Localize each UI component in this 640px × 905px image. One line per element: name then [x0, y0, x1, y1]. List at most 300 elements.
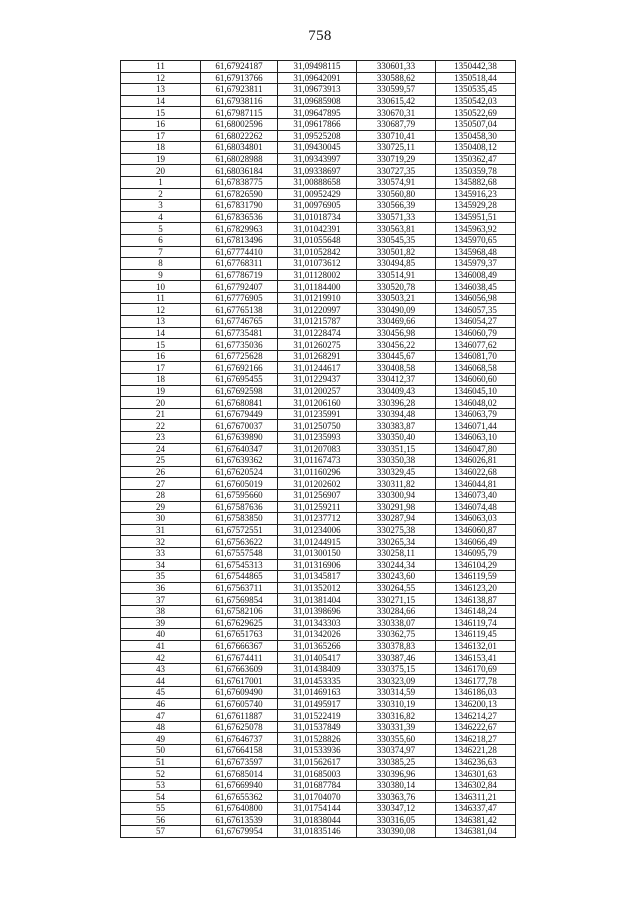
y-coordinate-cell: 1350535,45 — [436, 84, 516, 96]
point-number-cell: 27 — [121, 478, 201, 490]
longitude-cell: 31,01835146 — [278, 826, 357, 838]
latitude-cell: 61,67640800 — [201, 803, 278, 815]
x-coordinate-cell: 330563,81 — [357, 223, 436, 235]
latitude-cell: 61,67664158 — [201, 745, 278, 757]
y-coordinate-cell: 1346153,41 — [436, 652, 516, 664]
point-number-cell: 6 — [121, 234, 201, 246]
longitude-cell: 31,00976905 — [278, 200, 357, 212]
x-coordinate-cell: 330396,28 — [357, 397, 436, 409]
longitude-cell: 31,09617866 — [278, 118, 357, 130]
point-number-cell: 7 — [121, 246, 201, 258]
y-coordinate-cell: 1346138,87 — [436, 594, 516, 606]
latitude-cell: 61,67673597 — [201, 756, 278, 768]
point-number-cell: 52 — [121, 768, 201, 780]
longitude-cell: 31,01754144 — [278, 803, 357, 815]
x-coordinate-cell: 330243,60 — [357, 571, 436, 583]
y-coordinate-cell: 1346381,42 — [436, 814, 516, 826]
longitude-cell: 31,01345817 — [278, 571, 357, 583]
x-coordinate-cell: 330378,83 — [357, 640, 436, 652]
longitude-cell: 31,01128002 — [278, 269, 357, 281]
y-coordinate-cell: 1346218,27 — [436, 733, 516, 745]
y-coordinate-cell: 1346026,81 — [436, 455, 516, 467]
longitude-cell: 31,01453335 — [278, 675, 357, 687]
latitude-cell: 61,67826590 — [201, 188, 278, 200]
table-row — [121, 663, 516, 675]
table-row — [121, 594, 516, 606]
point-number-cell: 16 — [121, 118, 201, 130]
longitude-cell: 31,01687784 — [278, 779, 357, 791]
point-number-cell: 31 — [121, 524, 201, 536]
y-coordinate-cell: 1350408,12 — [436, 142, 516, 154]
y-coordinate-cell: 1346044,81 — [436, 478, 516, 490]
y-coordinate-cell: 1346056,98 — [436, 292, 516, 304]
longitude-cell: 31,01533936 — [278, 745, 357, 757]
longitude-cell: 31,09343997 — [278, 153, 357, 165]
latitude-cell: 61,67776905 — [201, 292, 278, 304]
point-number-cell: 1 — [121, 176, 201, 188]
y-coordinate-cell: 1350542,03 — [436, 95, 516, 107]
point-number-cell: 14 — [121, 95, 201, 107]
table-row — [121, 629, 516, 641]
y-coordinate-cell: 1346222,67 — [436, 721, 516, 733]
latitude-cell: 61,67669940 — [201, 779, 278, 791]
point-number-cell: 18 — [121, 374, 201, 386]
y-coordinate-cell: 1345951,51 — [436, 211, 516, 223]
y-coordinate-cell: 1346221,28 — [436, 745, 516, 757]
y-coordinate-cell: 1346214,27 — [436, 710, 516, 722]
point-number-cell: 39 — [121, 617, 201, 629]
latitude-cell: 61,67583850 — [201, 513, 278, 525]
y-coordinate-cell: 1346132,01 — [436, 640, 516, 652]
latitude-cell: 61,67692166 — [201, 362, 278, 374]
point-number-cell: 36 — [121, 582, 201, 594]
y-coordinate-cell: 1345916,23 — [436, 188, 516, 200]
y-coordinate-cell: 1346119,59 — [436, 571, 516, 583]
longitude-cell: 31,01215787 — [278, 316, 357, 328]
latitude-cell: 61,67679954 — [201, 826, 278, 838]
point-number-cell: 20 — [121, 165, 201, 177]
y-coordinate-cell: 1346236,63 — [436, 756, 516, 768]
latitude-cell: 61,67646737 — [201, 733, 278, 745]
x-coordinate-cell: 330316,82 — [357, 710, 436, 722]
y-coordinate-cell: 1346200,13 — [436, 698, 516, 710]
longitude-cell: 31,09642091 — [278, 72, 357, 84]
point-number-cell: 32 — [121, 536, 201, 548]
point-number-cell: 8 — [121, 258, 201, 270]
table-row — [121, 582, 516, 594]
longitude-cell: 31,01219910 — [278, 292, 357, 304]
x-coordinate-cell: 330710,41 — [357, 130, 436, 142]
point-number-cell: 13 — [121, 316, 201, 328]
x-coordinate-cell: 330408,58 — [357, 362, 436, 374]
y-coordinate-cell: 1346057,35 — [436, 304, 516, 316]
x-coordinate-cell: 330331,39 — [357, 721, 436, 733]
x-coordinate-cell: 330387,46 — [357, 652, 436, 664]
longitude-cell: 31,09430045 — [278, 142, 357, 154]
point-number-cell: 44 — [121, 675, 201, 687]
x-coordinate-cell: 330494,85 — [357, 258, 436, 270]
x-coordinate-cell: 330396,96 — [357, 768, 436, 780]
table-row — [121, 362, 516, 374]
longitude-cell: 31,01704070 — [278, 791, 357, 803]
x-coordinate-cell: 330300,94 — [357, 489, 436, 501]
point-number-cell: 43 — [121, 663, 201, 675]
latitude-cell: 61,67663609 — [201, 663, 278, 675]
table-row — [121, 443, 516, 455]
point-number-cell: 42 — [121, 652, 201, 664]
latitude-cell: 61,67735481 — [201, 327, 278, 339]
x-coordinate-cell: 330490,09 — [357, 304, 436, 316]
latitude-cell: 61,67692598 — [201, 385, 278, 397]
y-coordinate-cell: 1346063,10 — [436, 432, 516, 444]
y-coordinate-cell: 1346063,03 — [436, 513, 516, 525]
point-number-cell: 16 — [121, 350, 201, 362]
latitude-cell: 61,67938116 — [201, 95, 278, 107]
table-row — [121, 489, 516, 501]
x-coordinate-cell: 330599,57 — [357, 84, 436, 96]
latitude-cell: 61,67582106 — [201, 605, 278, 617]
x-coordinate-cell: 330244,34 — [357, 559, 436, 571]
x-coordinate-cell: 330545,35 — [357, 234, 436, 246]
latitude-cell: 61,67544865 — [201, 571, 278, 583]
point-number-cell: 3 — [121, 200, 201, 212]
latitude-cell: 61,67836536 — [201, 211, 278, 223]
table-row — [121, 455, 516, 467]
latitude-cell: 61,67625078 — [201, 721, 278, 733]
y-coordinate-cell: 1346123,20 — [436, 582, 516, 594]
latitude-cell: 61,67563711 — [201, 582, 278, 594]
y-coordinate-cell: 1350362,47 — [436, 153, 516, 165]
latitude-cell: 61,67609490 — [201, 687, 278, 699]
latitude-cell: 61,67685014 — [201, 768, 278, 780]
y-coordinate-cell: 1346060,87 — [436, 524, 516, 536]
table-row — [121, 246, 516, 258]
x-coordinate-cell: 330725,11 — [357, 142, 436, 154]
point-number-cell: 48 — [121, 721, 201, 733]
table-row — [121, 374, 516, 386]
y-coordinate-cell: 1346060,60 — [436, 374, 516, 386]
longitude-cell: 31,01260275 — [278, 339, 357, 351]
point-number-cell: 50 — [121, 745, 201, 757]
latitude-cell: 61,68022262 — [201, 130, 278, 142]
x-coordinate-cell: 330264,55 — [357, 582, 436, 594]
latitude-cell: 61,67595660 — [201, 489, 278, 501]
longitude-cell: 31,01405417 — [278, 652, 357, 664]
table-row — [121, 408, 516, 420]
longitude-cell: 31,01838044 — [278, 814, 357, 826]
latitude-cell: 61,67680841 — [201, 397, 278, 409]
latitude-cell: 61,67563622 — [201, 536, 278, 548]
table-row — [121, 768, 516, 780]
point-number-cell: 12 — [121, 72, 201, 84]
table-row — [121, 107, 516, 119]
point-number-cell: 9 — [121, 269, 201, 281]
x-coordinate-cell: 330574,91 — [357, 176, 436, 188]
x-coordinate-cell: 330601,33 — [357, 61, 436, 73]
table-row — [121, 733, 516, 745]
x-coordinate-cell: 330310,19 — [357, 698, 436, 710]
longitude-cell: 31,01206160 — [278, 397, 357, 409]
y-coordinate-cell: 1345970,65 — [436, 234, 516, 246]
latitude-cell: 61,67838775 — [201, 176, 278, 188]
latitude-cell: 61,67605019 — [201, 478, 278, 490]
longitude-cell: 31,01300150 — [278, 547, 357, 559]
y-coordinate-cell: 1346054,27 — [436, 316, 516, 328]
latitude-cell: 61,67924187 — [201, 61, 278, 73]
y-coordinate-cell: 1346095,79 — [436, 547, 516, 559]
latitude-cell: 61,67629625 — [201, 617, 278, 629]
y-coordinate-cell: 1346302,84 — [436, 779, 516, 791]
point-number-cell: 19 — [121, 385, 201, 397]
table-row — [121, 223, 516, 235]
latitude-cell: 61,67572551 — [201, 524, 278, 536]
table-row — [121, 687, 516, 699]
point-number-cell: 5 — [121, 223, 201, 235]
longitude-cell: 31,01250750 — [278, 420, 357, 432]
table-row — [121, 710, 516, 722]
page-number: 758 — [308, 28, 332, 44]
point-number-cell: 26 — [121, 466, 201, 478]
latitude-cell: 61,67640347 — [201, 443, 278, 455]
table-row — [121, 791, 516, 803]
y-coordinate-cell: 1345979,37 — [436, 258, 516, 270]
table-row — [121, 420, 516, 432]
point-number-cell: 23 — [121, 432, 201, 444]
x-coordinate-cell: 330314,59 — [357, 687, 436, 699]
x-coordinate-cell: 330383,87 — [357, 420, 436, 432]
latitude-cell: 61,67557548 — [201, 547, 278, 559]
x-coordinate-cell: 330351,15 — [357, 443, 436, 455]
longitude-cell: 31,01342026 — [278, 629, 357, 641]
latitude-cell: 61,67725628 — [201, 350, 278, 362]
point-number-cell: 22 — [121, 420, 201, 432]
table-row — [121, 95, 516, 107]
x-coordinate-cell: 330571,33 — [357, 211, 436, 223]
longitude-cell: 31,09685908 — [278, 95, 357, 107]
point-number-cell: 56 — [121, 814, 201, 826]
y-coordinate-cell: 1346301,63 — [436, 768, 516, 780]
point-number-cell: 34 — [121, 559, 201, 571]
longitude-cell: 31,01207083 — [278, 443, 357, 455]
table-row — [121, 327, 516, 339]
point-number-cell: 12 — [121, 304, 201, 316]
point-number-cell: 13 — [121, 84, 201, 96]
point-number-cell: 49 — [121, 733, 201, 745]
longitude-cell: 31,01200257 — [278, 385, 357, 397]
table-row — [121, 176, 516, 188]
longitude-cell: 31,01365266 — [278, 640, 357, 652]
x-coordinate-cell: 330380,14 — [357, 779, 436, 791]
longitude-cell: 31,01244617 — [278, 362, 357, 374]
x-coordinate-cell: 330329,45 — [357, 466, 436, 478]
table-row — [121, 339, 516, 351]
table-row — [121, 165, 516, 177]
longitude-cell: 31,09338697 — [278, 165, 357, 177]
coordinates-table-body — [121, 61, 516, 838]
x-coordinate-cell: 330456,22 — [357, 339, 436, 351]
y-coordinate-cell: 1346148,24 — [436, 605, 516, 617]
longitude-cell: 31,01259211 — [278, 501, 357, 513]
point-number-cell: 2 — [121, 188, 201, 200]
y-coordinate-cell: 1345963,92 — [436, 223, 516, 235]
longitude-cell: 31,01202602 — [278, 478, 357, 490]
latitude-cell: 61,68034801 — [201, 142, 278, 154]
latitude-cell: 61,67768311 — [201, 258, 278, 270]
x-coordinate-cell: 330287,94 — [357, 513, 436, 525]
table-row — [121, 200, 516, 212]
y-coordinate-cell: 1346077,62 — [436, 339, 516, 351]
point-number-cell: 54 — [121, 791, 201, 803]
table-row — [121, 188, 516, 200]
longitude-cell: 31,01235991 — [278, 408, 357, 420]
longitude-cell: 31,01562617 — [278, 756, 357, 768]
longitude-cell: 31,01495917 — [278, 698, 357, 710]
table-row — [121, 571, 516, 583]
y-coordinate-cell: 1350458,30 — [436, 130, 516, 142]
point-number-cell: 11 — [121, 61, 201, 73]
table-row — [121, 756, 516, 768]
table-row — [121, 118, 516, 130]
longitude-cell: 31,01234006 — [278, 524, 357, 536]
x-coordinate-cell: 330355,60 — [357, 733, 436, 745]
point-number-cell: 33 — [121, 547, 201, 559]
table-row — [121, 814, 516, 826]
longitude-cell: 31,01229437 — [278, 374, 357, 386]
x-coordinate-cell: 330385,25 — [357, 756, 436, 768]
table-row — [121, 466, 516, 478]
latitude-cell: 61,67617001 — [201, 675, 278, 687]
point-number-cell: 17 — [121, 130, 201, 142]
point-number-cell: 38 — [121, 605, 201, 617]
table-row — [121, 524, 516, 536]
x-coordinate-cell: 330560,80 — [357, 188, 436, 200]
table-row — [121, 501, 516, 513]
latitude-cell: 61,67651763 — [201, 629, 278, 641]
x-coordinate-cell: 330347,12 — [357, 803, 436, 815]
longitude-cell: 31,01052842 — [278, 246, 357, 258]
point-number-cell: 46 — [121, 698, 201, 710]
table-row — [121, 258, 516, 270]
table-row — [121, 234, 516, 246]
x-coordinate-cell: 330469,66 — [357, 316, 436, 328]
point-number-cell: 51 — [121, 756, 201, 768]
y-coordinate-cell: 1346177,78 — [436, 675, 516, 687]
longitude-cell: 31,01438409 — [278, 663, 357, 675]
latitude-cell: 61,67765138 — [201, 304, 278, 316]
y-coordinate-cell: 1346047,80 — [436, 443, 516, 455]
longitude-cell: 31,01398696 — [278, 605, 357, 617]
latitude-cell: 61,67674411 — [201, 652, 278, 664]
point-number-cell: 53 — [121, 779, 201, 791]
point-number-cell: 45 — [121, 687, 201, 699]
longitude-cell: 31,01167473 — [278, 455, 357, 467]
y-coordinate-cell: 1346060,79 — [436, 327, 516, 339]
longitude-cell: 31,01528826 — [278, 733, 357, 745]
y-coordinate-cell: 1346081,70 — [436, 350, 516, 362]
table-row — [121, 84, 516, 96]
latitude-cell: 61,67620524 — [201, 466, 278, 478]
point-number-cell: 30 — [121, 513, 201, 525]
point-number-cell: 40 — [121, 629, 201, 641]
table-row — [121, 698, 516, 710]
x-coordinate-cell: 330514,91 — [357, 269, 436, 281]
x-coordinate-cell: 330258,11 — [357, 547, 436, 559]
longitude-cell: 31,01244915 — [278, 536, 357, 548]
table-row — [121, 130, 516, 142]
latitude-cell: 61,67545313 — [201, 559, 278, 571]
y-coordinate-cell: 1350507,04 — [436, 118, 516, 130]
point-number-cell: 10 — [121, 281, 201, 293]
table-row — [121, 652, 516, 664]
table-row — [121, 432, 516, 444]
longitude-cell: 31,01184400 — [278, 281, 357, 293]
latitude-cell: 61,67792407 — [201, 281, 278, 293]
longitude-cell: 31,01256907 — [278, 489, 357, 501]
x-coordinate-cell: 330503,21 — [357, 292, 436, 304]
y-coordinate-cell: 1346068,58 — [436, 362, 516, 374]
longitude-cell: 31,01469163 — [278, 687, 357, 699]
y-coordinate-cell: 1346119,45 — [436, 629, 516, 641]
y-coordinate-cell: 1346119,74 — [436, 617, 516, 629]
x-coordinate-cell: 330284,66 — [357, 605, 436, 617]
x-coordinate-cell: 330588,62 — [357, 72, 436, 84]
x-coordinate-cell: 330409,43 — [357, 385, 436, 397]
longitude-cell: 31,01220997 — [278, 304, 357, 316]
point-number-cell: 28 — [121, 489, 201, 501]
table-row — [121, 304, 516, 316]
table-row — [121, 513, 516, 525]
table-row — [121, 640, 516, 652]
longitude-cell: 31,01018734 — [278, 211, 357, 223]
table-row — [121, 153, 516, 165]
table-row — [121, 605, 516, 617]
table-row — [121, 478, 516, 490]
x-coordinate-cell: 330311,82 — [357, 478, 436, 490]
point-number-cell: 11 — [121, 292, 201, 304]
point-number-cell: 20 — [121, 397, 201, 409]
latitude-cell: 61,67611887 — [201, 710, 278, 722]
longitude-cell: 31,01268291 — [278, 350, 357, 362]
point-number-cell: 15 — [121, 107, 201, 119]
longitude-cell: 31,01073612 — [278, 258, 357, 270]
longitude-cell: 31,01042391 — [278, 223, 357, 235]
latitude-cell: 61,67569854 — [201, 594, 278, 606]
y-coordinate-cell: 1346311,21 — [436, 791, 516, 803]
x-coordinate-cell: 330350,38 — [357, 455, 436, 467]
table-row — [121, 385, 516, 397]
x-coordinate-cell: 330670,31 — [357, 107, 436, 119]
point-number-cell: 25 — [121, 455, 201, 467]
table-row — [121, 292, 516, 304]
longitude-cell: 31,01316906 — [278, 559, 357, 571]
point-number-cell: 47 — [121, 710, 201, 722]
latitude-cell: 61,67913766 — [201, 72, 278, 84]
table-row — [121, 826, 516, 838]
x-coordinate-cell: 330394,48 — [357, 408, 436, 420]
longitude-cell: 31,09673913 — [278, 84, 357, 96]
x-coordinate-cell: 330271,15 — [357, 594, 436, 606]
latitude-cell: 61,67613539 — [201, 814, 278, 826]
latitude-cell: 61,67735036 — [201, 339, 278, 351]
y-coordinate-cell: 1350518,44 — [436, 72, 516, 84]
point-number-cell: 37 — [121, 594, 201, 606]
longitude-cell: 31,01381404 — [278, 594, 357, 606]
latitude-cell: 61,68002596 — [201, 118, 278, 130]
point-number-cell: 57 — [121, 826, 201, 838]
longitude-cell: 31,01235993 — [278, 432, 357, 444]
table-row — [121, 721, 516, 733]
table-row — [121, 397, 516, 409]
